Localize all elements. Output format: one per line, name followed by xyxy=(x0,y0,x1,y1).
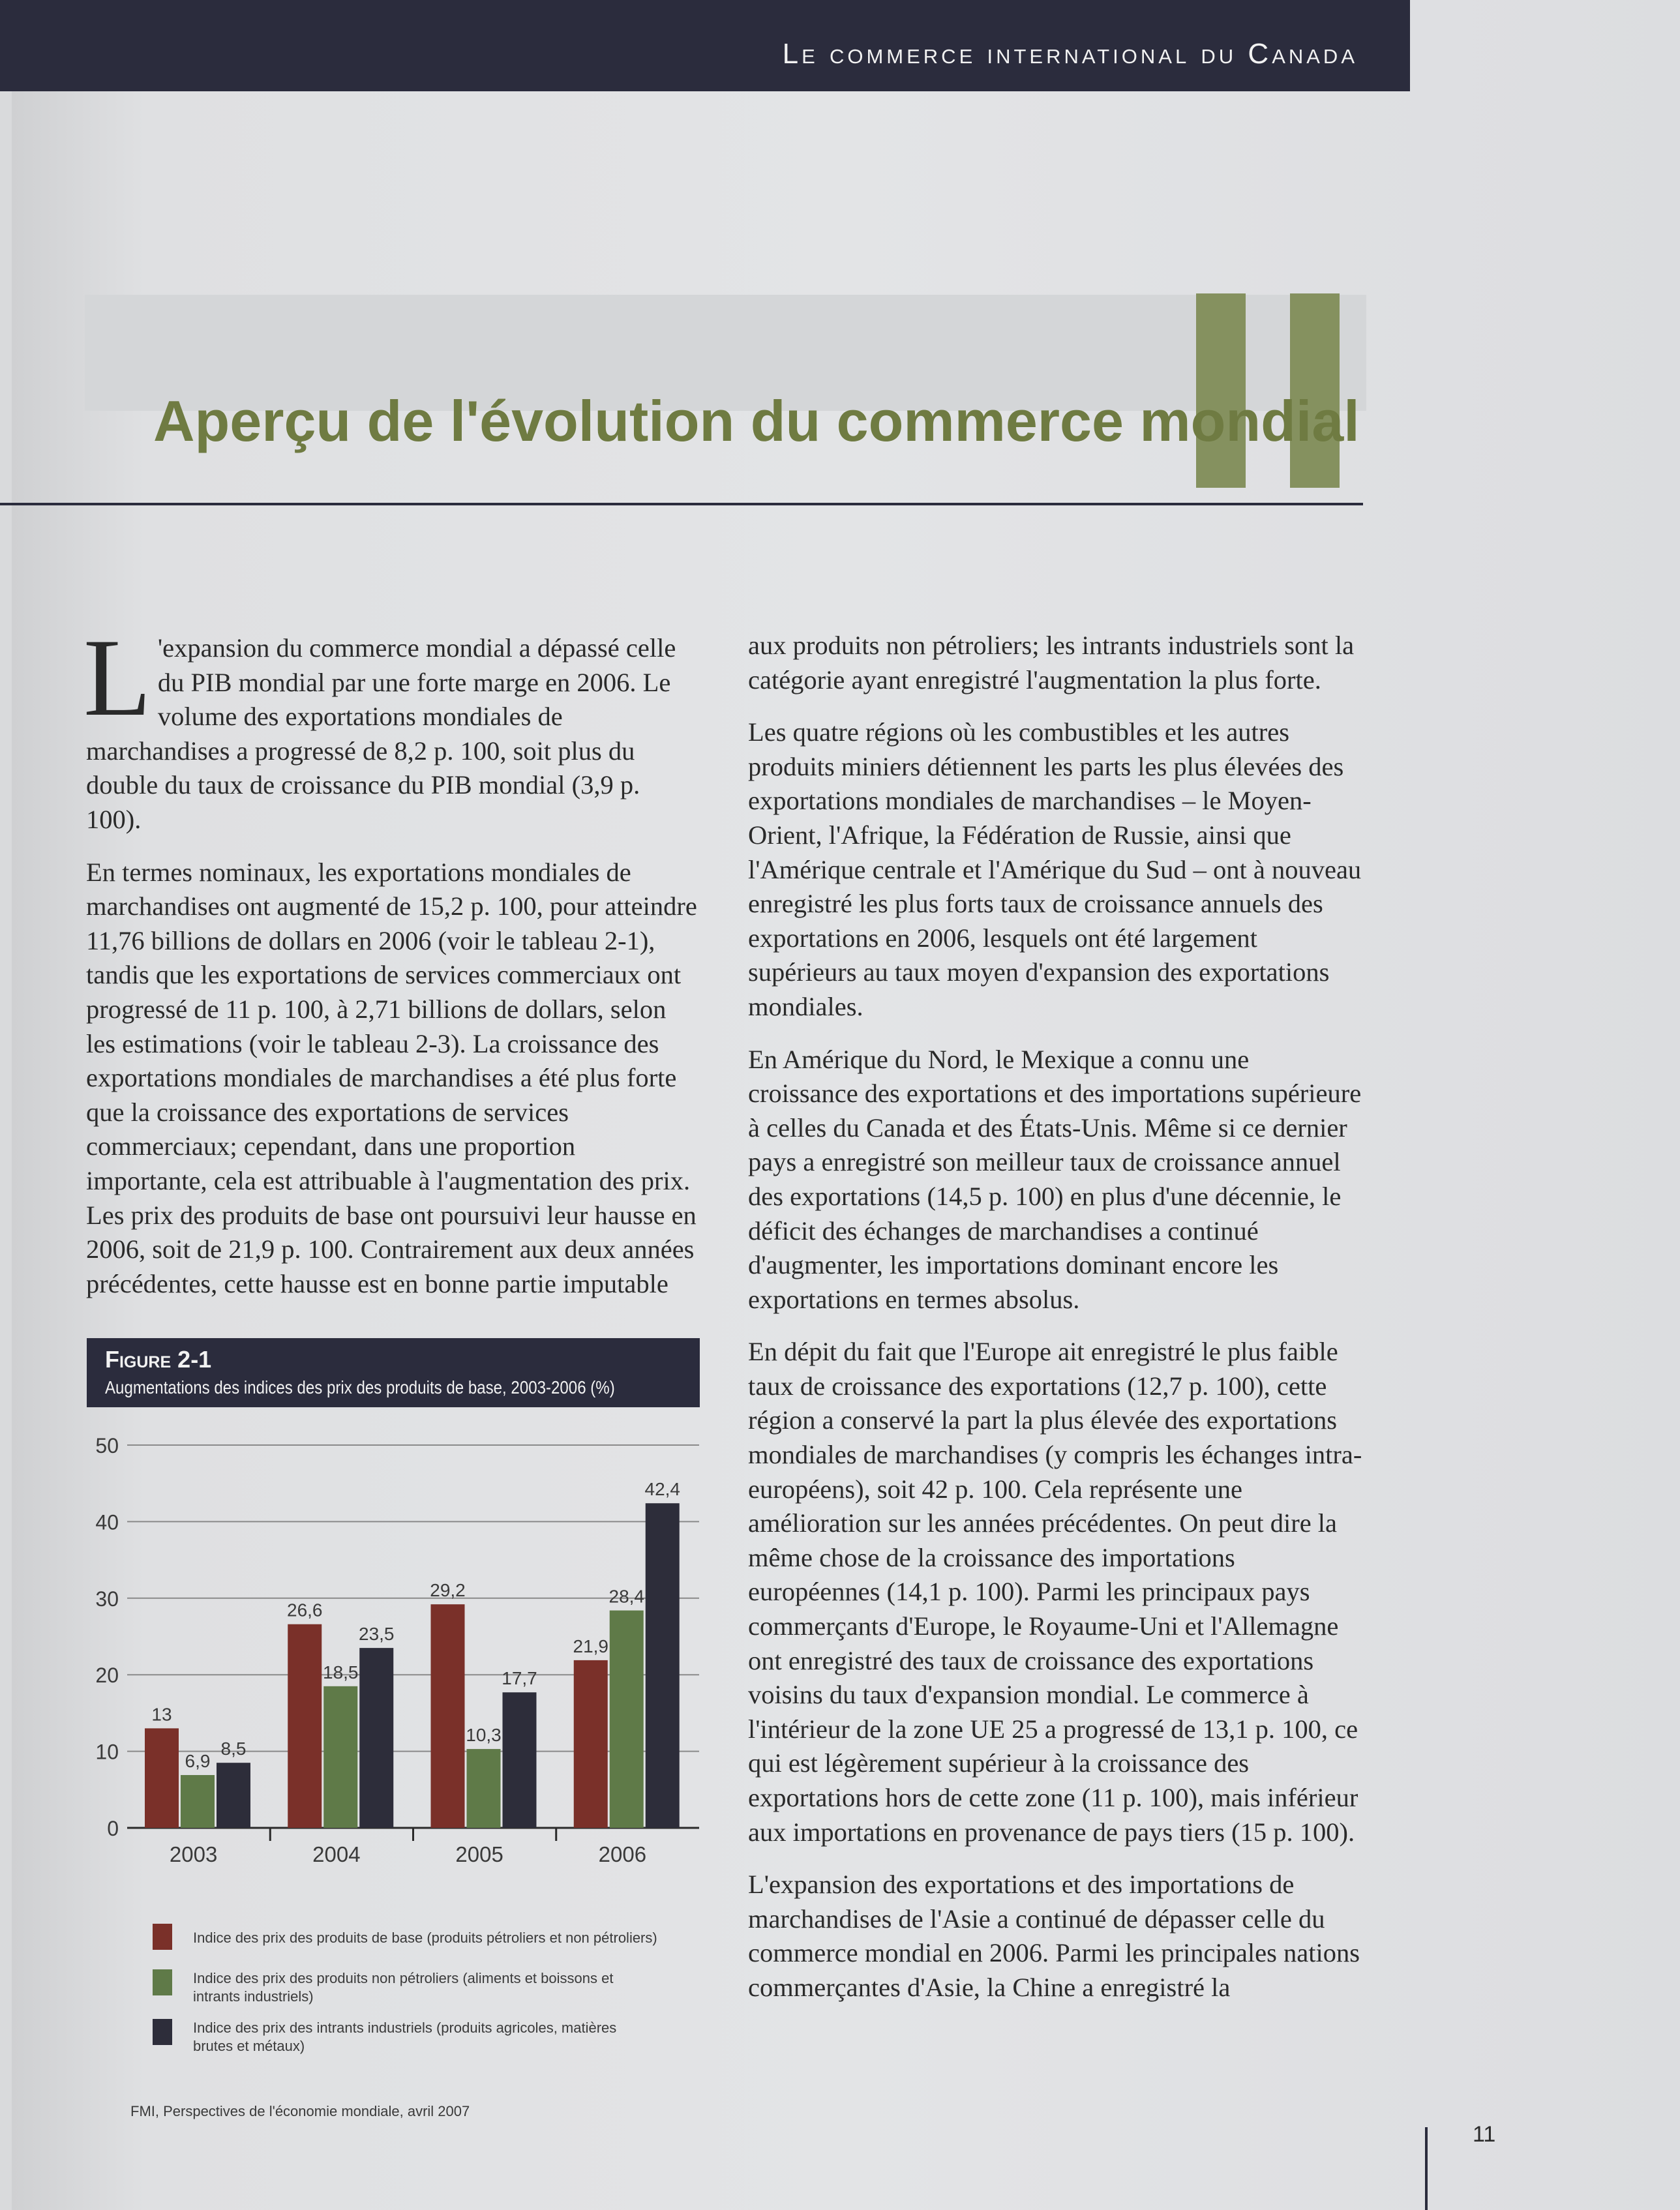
data-label: 6,9 xyxy=(185,1750,211,1771)
y-tick-label: 40 xyxy=(95,1510,119,1534)
bar xyxy=(503,1692,537,1828)
x-tick-label: 2005 xyxy=(455,1842,503,1866)
page-number-rule xyxy=(1425,2127,1428,2210)
legend-label: Indice des prix des produits de base (produits pétroliers et non pétroliers) xyxy=(193,1930,657,1946)
data-label: 17,7 xyxy=(502,1668,537,1689)
body-paragraph: Les quatre régions où les combustibles et les autres produits miniers détiennent les parts les plus élevées des exportations mondiales de marchandises – le Moyen-Orient, l'Afrique, la Fédération de Russie, ainsi que l'Amérique centrale et l'Amérique du Sud – ont à nouveau enregistré les plus forts taux de croissance annuels des exportations en 2006, lesquels ont été largement supérieurs au taux moyen d'expansion des exportations mondiales. xyxy=(748,717,1362,1021)
bar xyxy=(217,1763,250,1828)
legend-label: Indice des prix des intrants industriels (produits agricoles, matières brutes et métaux) xyxy=(193,2020,617,2054)
bar xyxy=(323,1686,357,1828)
bar xyxy=(610,1611,644,1828)
body-column-right xyxy=(748,629,1364,2023)
body-paragraph: En termes nominaux, les exportations mondiales de marchandises ont augmenté de 15,2 p. 100, pour atteindre 11,76 billions de dollars en 2006 (voir le tableau 2-1), tandis que les exportations de services commerciaux ont progressé de 11 p. 100, à 2,71 billions de dollars, selon les estimations (voir le tableau 2-3). La croissance des exportations mondiales de marchandises a été plus forte que la croissance des exportations de services commerciaux; cependant, dans une proportion importante, cela est attribuable à l'augmentation des prix. Les prix des produits de base ont poursuivi leur hausse en 2006, soit de 21,9 p. 100. Contrairement aux deux années précédentes, cette hausse est en bonne partie imputable xyxy=(86,857,697,1298)
x-tick-label: 2004 xyxy=(312,1842,361,1866)
bar xyxy=(574,1660,608,1828)
data-label: 8,5 xyxy=(220,1739,247,1759)
legend-swatch xyxy=(153,1924,172,1950)
y-tick-label: 50 xyxy=(95,1434,119,1457)
data-label: 10,3 xyxy=(466,1725,502,1746)
drop-cap: L xyxy=(83,616,151,739)
x-tick-label: 2003 xyxy=(169,1842,218,1866)
data-label: 23,5 xyxy=(359,1624,395,1645)
data-label: 29,2 xyxy=(430,1580,466,1601)
body-paragraph: aux produits non pétroliers; les intrants industriels sont la catégorie ayant enregistré l'augmentation la plus forte. xyxy=(748,631,1355,694)
data-label: 21,9 xyxy=(573,1635,608,1656)
legend-swatch xyxy=(153,2019,172,2045)
x-tick-label: 2006 xyxy=(598,1842,647,1866)
bar-chart xyxy=(0,0,717,1891)
paragraph-text: 'expansion du commerce mondial a dépassé celle du PIB mondial par une forte marge en 2006. Le volume des exportations mondiales de marchandises a progressé de 8,2 p. 100, soit plus du double du taux de croissance du PIB mondial (3,9 p. 100). xyxy=(86,633,676,834)
y-tick-label: 30 xyxy=(95,1587,119,1611)
legend-label: Indice des prix des produits non pétroliers (aliments et boissons et intrants industriels) xyxy=(193,1970,614,2005)
data-label: 42,4 xyxy=(644,1479,680,1500)
bar xyxy=(431,1604,465,1828)
figure-caption: Augmentations des indices des prix des produits de base, 2003-2006 (%) xyxy=(105,1377,615,1397)
y-tick-label: 10 xyxy=(95,1740,119,1764)
data-label: 28,4 xyxy=(608,1586,644,1607)
running-title: Le commerce international du Canada xyxy=(782,38,1358,70)
body-paragraph: En dépit du fait que l'Europe ait enregistré le plus faible taux de croissance des exportations (12,7 p. 100), cette région a conservé la part la plus élevée des exportations mondiales de marchandises (y compris les échanges intra-européens), soit 42 p. 100. Cela représente une amélioration sur les années précédentes. On peut dire la même chose de la croissance des importations européennes (14,1 p. 100). Parmi les principaux pays commerçants d'Europe, le Royaume-Uni et l'Allemagne ont enregistré des taux de croissance des exportations voisins du taux d'expansion mondial. Le commerce à l'intérieur de la zone UE 25 a progressé de 13,1 p. 100, ce qui est légèrement supérieur à la croissance des exportations hors de cette zone (11 p. 100), mais inférieur aux importations en provenance de pays tiers (15 p. 100). xyxy=(748,1337,1362,1847)
bar xyxy=(646,1503,680,1828)
y-tick-label: 20 xyxy=(95,1664,119,1688)
body-paragraph: L'expansion des exportations et des importations de marchandises de l'Asie a continué de dépasser celle du commerce mondial en 2006. Parmi les principales nations commerçantes d'Asie, la Chine a enregistré la xyxy=(748,1870,1360,2002)
bar xyxy=(288,1624,322,1828)
data-label: 26,6 xyxy=(287,1600,323,1620)
bar xyxy=(467,1749,501,1828)
y-tick-label: 0 xyxy=(107,1817,119,1840)
data-label: 18,5 xyxy=(323,1662,359,1682)
figure-label: Figure 2-1 xyxy=(105,1346,212,1373)
figure-source: FMI, Perspectives de l'économie mondiale, avril 2007 xyxy=(130,2103,470,2119)
bar xyxy=(359,1648,393,1828)
bar xyxy=(181,1775,215,1828)
data-label: 13 xyxy=(151,1704,172,1725)
legend-swatch xyxy=(153,1969,172,1995)
page-number: 11 xyxy=(1473,2122,1496,2147)
chapter-title: Aperçu de l'évolution du commerce mondial xyxy=(153,389,1360,453)
bar xyxy=(145,1728,179,1828)
body-paragraph: En Amérique du Nord, le Mexique a connu une croissance des exportations et des importations supérieure à celles du Canada et des États-Unis. Même si ce dernier pays a enregistré son meilleur taux de croissance annuel des exportations (14,5 p. 100) en plus d'une décennie, le déficit des échanges de marchandises a continué d'augmenter, les importations dominant encore les exportations en termes absolus. xyxy=(748,1044,1362,1314)
